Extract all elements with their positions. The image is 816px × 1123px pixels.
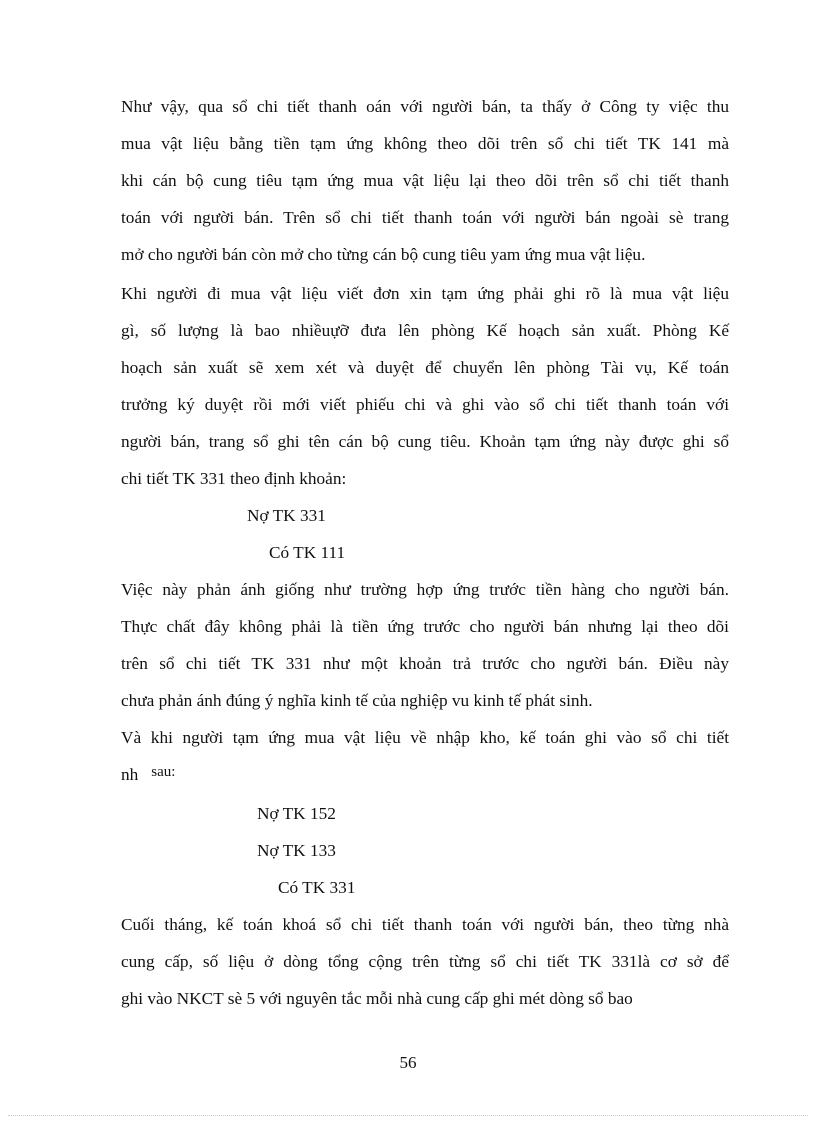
text-line: hoạch sản xuất sẽ xem xét và duyệt để chuyển lên phòng Tài vụ, Kế toán <box>121 358 729 377</box>
body-text <box>121 88 729 1017</box>
journal-entry-credit-331: Có TK 331 <box>278 878 356 897</box>
fragment-nh: nh <box>121 765 139 784</box>
paragraph-5 <box>121 906 729 1017</box>
text-line: mua vật liệu bằng tiền tạm ứng không theo dõi trên sổ chi tiết TK 141 mà <box>121 134 729 153</box>
footer-divider <box>8 1115 808 1116</box>
journal-entry-debit-152: Nợ TK 152 <box>257 804 336 823</box>
text-line: trưởng ký duyệt rồi mới viết phiếu chi và ghi vào sổ chi tiết thanh toán với <box>121 395 729 414</box>
text-line: cung cấp, số liệu ở dòng tổng cộng trên từng sổ chi tiết TK 331là cơ sở để <box>121 952 729 971</box>
text-line: gì, số lượng là bao nhiềuựỡ đưa lên phòng Kế hoạch sản xuất. Phòng Kế <box>121 321 729 340</box>
text-line: toán với người bán. Trên sổ chi tiết thanh toán với người bán ngoài sè trang <box>121 208 729 227</box>
paragraph-4 <box>121 719 729 795</box>
text-line: chi tiết TK 331 theo định khoản: <box>121 469 347 488</box>
text-line: trên sổ chi tiết TK 331 như một khoản trả trước cho người bán. Điều này <box>121 654 729 673</box>
text-line: Việc này phản ánh giống như trường hợp ứng trước tiền hàng cho người bán. <box>121 580 729 599</box>
paragraph-2 <box>121 275 729 497</box>
text-line <box>121 756 729 795</box>
text-line: mở cho người bán còn mở cho từng cán bộ cung tiêu yam ứng mua vật liệu. <box>121 245 646 264</box>
text-line: người bán, trang sổ ghi tên cán bộ cung tiêu. Khoản tạm ứng này được ghi sổ <box>121 432 729 451</box>
text-line: Cuối tháng, kế toán khoá sổ chi tiết thanh toán với người bán, theo từng nhà <box>121 915 729 934</box>
text-line: Khi người đi mua vật liệu viết đơn xin tạm ứng phải ghi rõ là mua vật liệu <box>121 284 729 303</box>
journal-entry-debit-133: Nợ TK 133 <box>257 841 336 860</box>
journal-entry-credit-111: Có TK 111 <box>269 543 346 562</box>
journal-entry-debit-331: Nợ TK 331 <box>247 506 326 525</box>
fragment-sau: sau: <box>151 764 176 780</box>
text-line: Và khi người tạm ứng mua vật liệu về nhập kho, kế toán ghi vào sổ chi tiết <box>121 728 729 747</box>
text-line: chưa phản ánh đúng ý nghĩa kinh tế của nghiệp vu kinh tế phát sinh. <box>121 691 593 710</box>
paragraph-3 <box>121 571 729 719</box>
paragraph-1 <box>121 88 729 273</box>
text-line: khi cán bộ cung tiêu tạm ứng mua vật liệu lại theo dõi trên sổ chi tiết thanh <box>121 171 729 190</box>
text-line: Thực chất đây không phải là tiền ứng trước cho người bán nhưng lại theo dõi <box>121 617 729 636</box>
text-line: ghi vào NKCT sè 5 với nguyên tắc mỗi nhà cung cấp ghi mét dòng sổ bao <box>121 989 633 1008</box>
page-number: 56 <box>399 1053 417 1072</box>
text-line: Như vậy, qua sổ chi tiết thanh oán với người bán, ta thấy ở Công ty việc thu <box>121 97 729 116</box>
